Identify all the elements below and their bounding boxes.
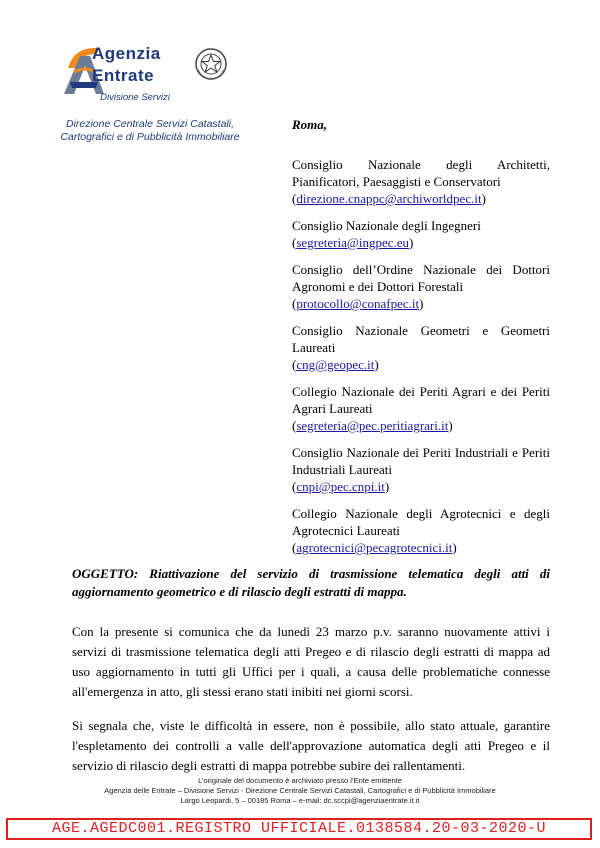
subject-line: OGGETTO: Riattivazione del servizio di trasmissione telematica degli atti di aggiornamento geometrico e di rilascio degli estratti di mappa. [72,566,550,599]
recipient-name: Collegio Nazionale degli Agrotecnici e degli Agrotecnici Laureati [292,506,550,538]
protocol-number: AGE.AGEDC001.REGISTRO UFFICIALE.0138584.20-03-2020-U [51,820,547,837]
recipient-name: Consiglio Nazionale Geometri e Geometri Laureati [292,323,550,355]
logo-text-agenzia: Agenzia [92,44,161,63]
recipient-item: Consiglio Nazionale Geometri e Geometri Laureati (cng@geopec.it) [292,323,550,372]
recipient-item: Consiglio Nazionale dei Periti Industriali e Periti Industriali Laureati (cnpi@pec.cnpi.it) [292,445,550,494]
footer-office: Agenzia delle Entrate – Divisione Servizi - Direzione Centrale Servizi Catastali, Cartografici e di Pubblicità Immobiliare [104,786,496,795]
recipient-email-link[interactable]: direzione.cnappc@archiworldpec.it [296,191,482,206]
recipient-email-link[interactable]: segreteria@ingpec.eu [296,235,410,250]
recipient-name: Consiglio Nazionale degli Ingegneri [292,218,481,233]
body-paragraph-1: Con la presente si comunica che da lunedì 23 marzo p.v. saranno nuovamente attivi i servizi di trasmissione telematica degli atti Pregeo e di rilascio degli estratti di mappa ad uso aggiornamento in tutti gli Uffici per i quali, a causa delle problematiche connesse all'emergenza in atto, gli stessi erano stati inibiti nei giorni scorsi. [72,624,550,699]
page-footer [60,776,540,806]
logo-text-entrate: Entrate [92,66,155,85]
recipient-name: Consiglio Nazionale dei Periti Industriali e Periti Industriali Laureati [292,445,550,477]
recipient-item: Consiglio Nazionale degli Ingegneri (segreteria@ingpec.eu) [292,217,550,251]
recipient-item: Collegio Nazionale dei Periti Agrari e dei Periti Agrari Laureati (segreteria@pec.peritiagrari.it) [292,384,550,433]
body-paragraph-2: Si segnala che, viste le difficoltà in essere, non è possibile, allo stato attuale, garantire l'espletamento dei controlli a valle dell'approvazione automatica degli atti Pregeo e il servizio di rilascio degli estratti di mappa potrebbe subire dei rallentamenti. [72,718,550,773]
directorate-line-1: Direzione Centrale Servizi Catastali, [65,118,235,130]
recipient-item: Collegio Nazionale degli Agrotecnici e degli Agrotecnici Laureati (agrotecnici@pecagrotecnici.it) [292,506,550,555]
division-label: Divisione Servizi [100,92,170,103]
recipient-email-link[interactable]: segreteria@pec.peritiagrari.it [296,418,449,433]
directorate-line-2: Cartografici e di Pubblicità Immobiliare [60,131,240,143]
recipient-item: Consiglio Nazionale degli Architetti, Pianificatori, Paesaggisti e Conservatori (direzione.cnappc@archiworldpec.it) [292,157,550,206]
recipient-email-link[interactable]: cng@geopec.it [296,357,375,372]
recipient-email-link[interactable]: agrotecnici@pecagrotecnici.it [296,540,453,555]
recipient-name: Collegio Nazionale dei Periti Agrari e dei Periti Agrari Laureati [292,384,550,416]
recipient-name: Consiglio dell’Ordine Nazionale dei Dottori Agronomi e dei Dottori Forestali [292,262,550,294]
recipient-list [292,156,550,566]
footer-archive-note: L’originale del documento è archiviato presso l’Ente emittente [198,776,402,785]
republic-emblem-icon [193,46,229,82]
recipient-email-link[interactable]: cnpi@pec.cnpi.it [296,479,385,494]
recipient-email-link[interactable]: protocollo@conafpec.it [296,296,420,311]
place-label: Roma, [292,117,328,132]
recipient-item: Consiglio dell’Ordine Nazionale dei Dottori Agronomi e dei Dottori Forestali (protocollo@conafpec.it) [292,262,550,311]
footer-address: Largo Leopardi, 5 – 00185 Roma – e-mail: dc.sccpi@agenziaentrate.it.it [180,796,420,805]
directorate-label [30,118,270,144]
recipient-name: Consiglio Nazionale degli Architetti, Pianificatori, Paesaggisti e Conservatori [292,157,550,189]
